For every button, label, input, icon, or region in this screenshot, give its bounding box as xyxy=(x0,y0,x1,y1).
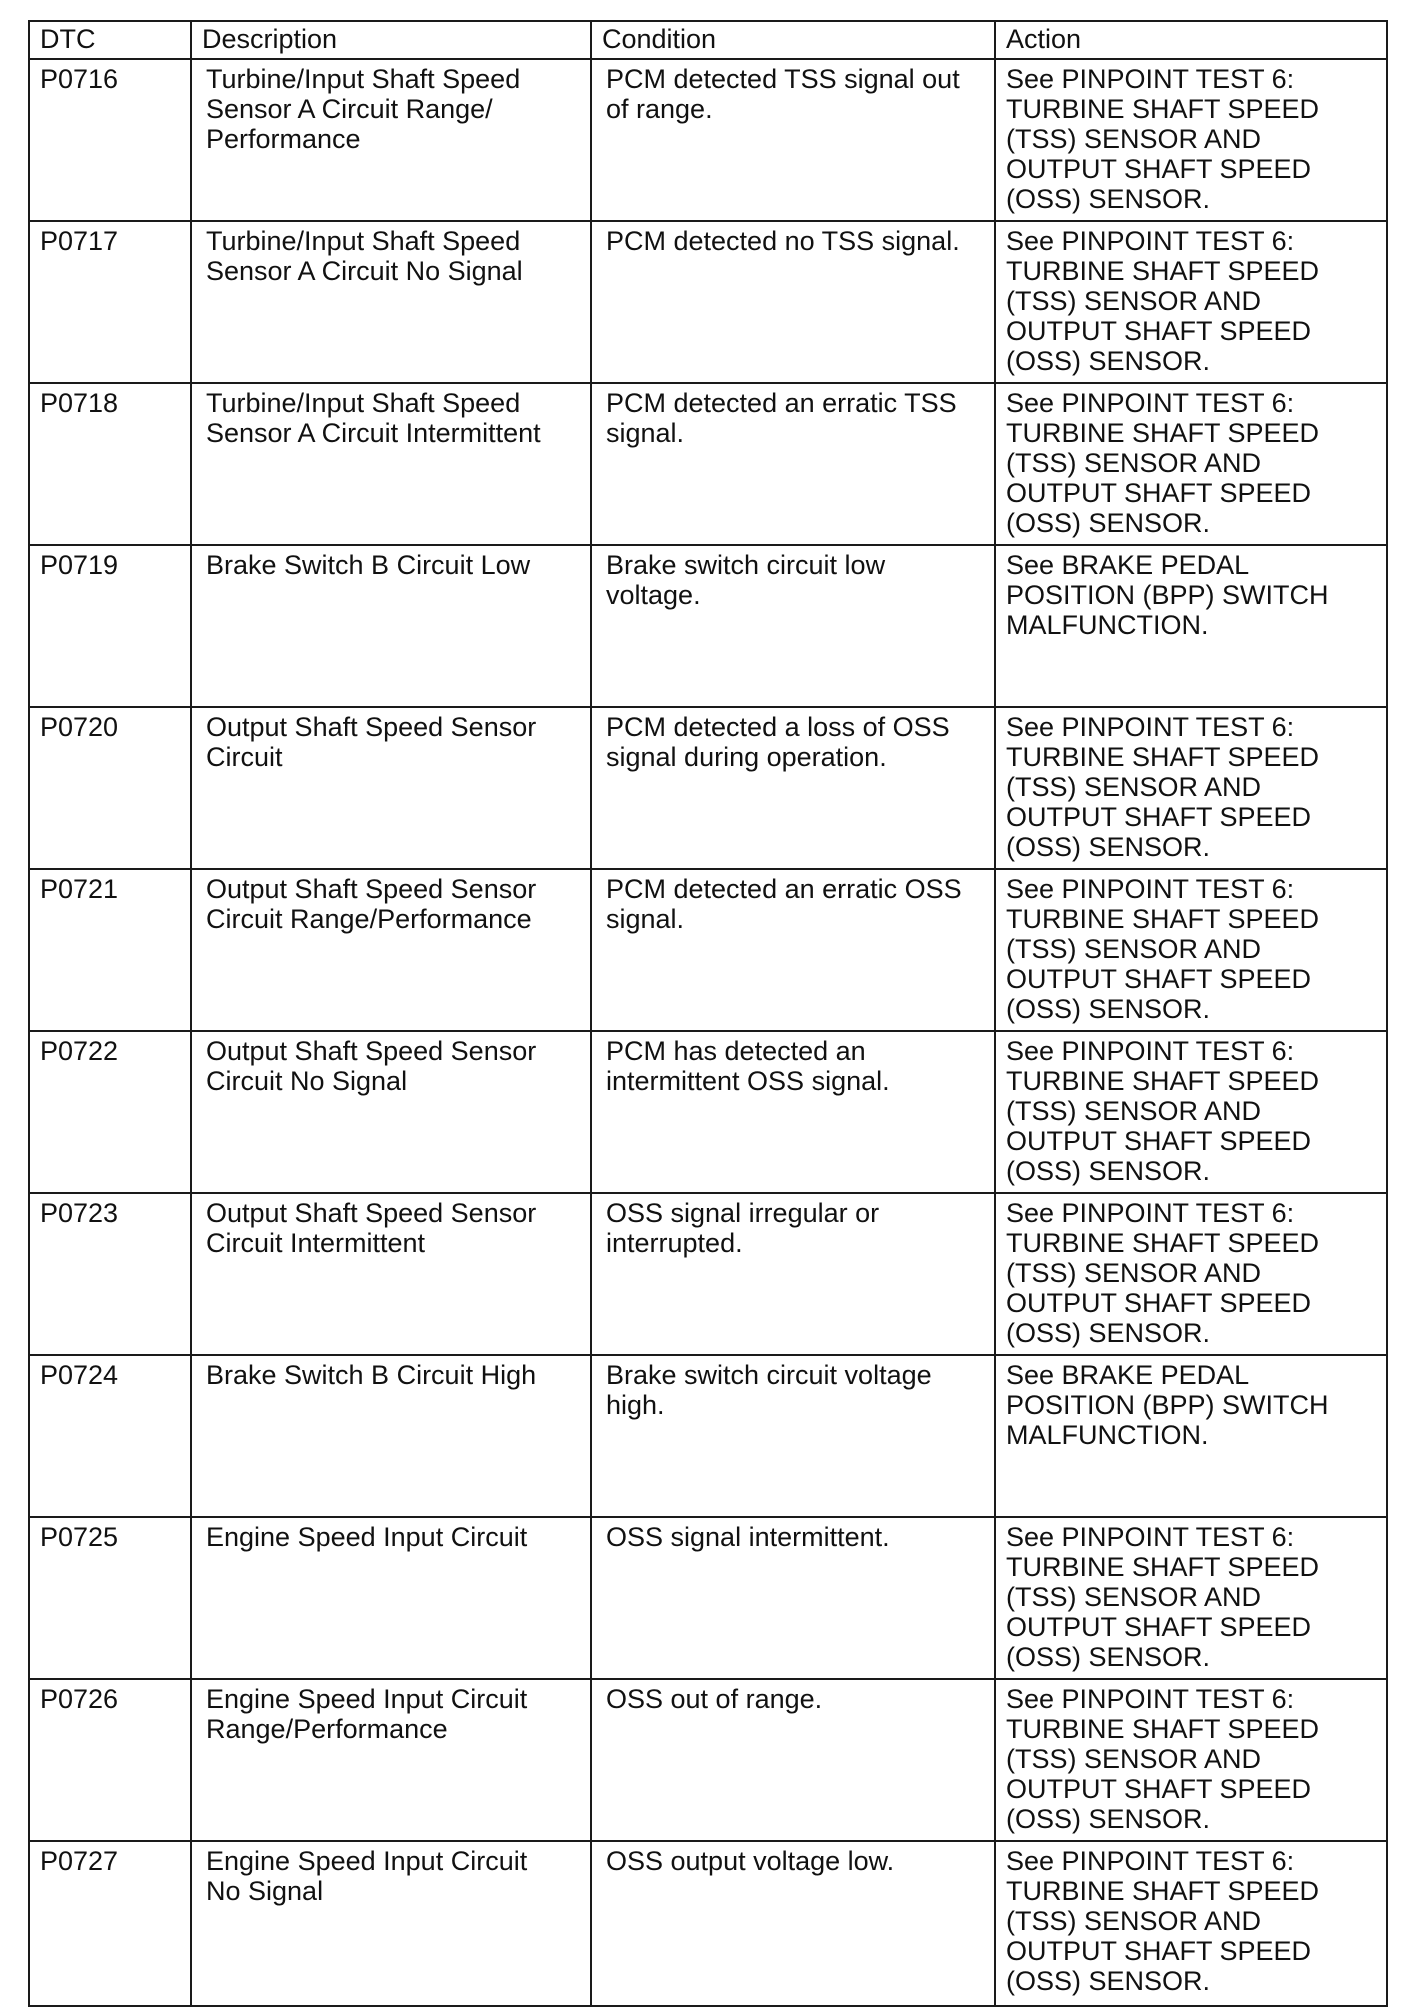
dtc-code: P0723 xyxy=(29,1193,191,1355)
dtc-action: See PINPOINT TEST 6: TURBINE SHAFT SPEED (TSS) SENSOR AND OUTPUT SHAFT SPEED (OSS) SENSOR. xyxy=(995,1031,1387,1193)
dtc-code: P0727 xyxy=(29,1841,191,2006)
table-row xyxy=(29,1031,1387,1193)
table-row xyxy=(29,1679,1387,1841)
dtc-action: See PINPOINT TEST 6: TURBINE SHAFT SPEED (TSS) SENSOR AND OUTPUT SHAFT SPEED (OSS) SENSOR. xyxy=(995,1679,1387,1841)
dtc-code: P0721 xyxy=(29,869,191,1031)
dtc-action: See BRAKE PEDAL POSITION (BPP) SWITCH MALFUNCTION. xyxy=(995,1355,1387,1517)
dtc-code: P0720 xyxy=(29,707,191,869)
header-row xyxy=(29,21,1387,59)
dtc-condition: OSS out of range. xyxy=(591,1679,995,1841)
dtc-description: Output Shaft Speed Sensor Circuit No Signal xyxy=(191,1031,591,1193)
dtc-action: See PINPOINT TEST 6: TURBINE SHAFT SPEED (TSS) SENSOR AND OUTPUT SHAFT SPEED (OSS) SENSOR. xyxy=(995,1193,1387,1355)
table-row xyxy=(29,1193,1387,1355)
dtc-code: P0717 xyxy=(29,221,191,383)
dtc-condition: Brake switch circuit low voltage. xyxy=(591,545,995,707)
dtc-code: P0718 xyxy=(29,383,191,545)
dtc-description: Turbine/Input Shaft Speed Sensor A Circuit No Signal xyxy=(191,221,591,383)
dtc-description: Output Shaft Speed Sensor Circuit Intermittent xyxy=(191,1193,591,1355)
table-row xyxy=(29,1517,1387,1679)
dtc-description: Turbine/Input Shaft Speed Sensor A Circuit Intermittent xyxy=(191,383,591,545)
dtc-description: Engine Speed Input Circuit xyxy=(191,1517,591,1679)
table-row xyxy=(29,1355,1387,1517)
dtc-condition: PCM detected an erratic OSS signal. xyxy=(591,869,995,1031)
header-dtc: DTC xyxy=(29,21,191,59)
dtc-condition: OSS signal intermittent. xyxy=(591,1517,995,1679)
table-row xyxy=(29,707,1387,869)
dtc-action: See BRAKE PEDAL POSITION (BPP) SWITCH MALFUNCTION. xyxy=(995,545,1387,707)
header-description: Description xyxy=(191,21,591,59)
dtc-code: P0726 xyxy=(29,1679,191,1841)
dtc-action: See PINPOINT TEST 6: TURBINE SHAFT SPEED (TSS) SENSOR AND OUTPUT SHAFT SPEED (OSS) SENSOR. xyxy=(995,59,1387,221)
dtc-condition: Brake switch circuit voltage high. xyxy=(591,1355,995,1517)
dtc-condition: OSS output voltage low. xyxy=(591,1841,995,2006)
table-body xyxy=(29,59,1387,2006)
dtc-condition: OSS signal irregular or interrupted. xyxy=(591,1193,995,1355)
dtc-table xyxy=(28,20,1388,2007)
table-row xyxy=(29,545,1387,707)
dtc-action: See PINPOINT TEST 6: TURBINE SHAFT SPEED (TSS) SENSOR AND OUTPUT SHAFT SPEED (OSS) SENSOR. xyxy=(995,1517,1387,1679)
dtc-description: Brake Switch B Circuit Low xyxy=(191,545,591,707)
dtc-description: Output Shaft Speed Sensor Circuit Range/Performance xyxy=(191,869,591,1031)
dtc-description: Engine Speed Input Circuit No Signal xyxy=(191,1841,591,2006)
header-condition: Condition xyxy=(591,21,995,59)
dtc-action: See PINPOINT TEST 6: TURBINE SHAFT SPEED (TSS) SENSOR AND OUTPUT SHAFT SPEED (OSS) SENSOR. xyxy=(995,1841,1387,2006)
table-row xyxy=(29,1841,1387,2006)
table-row xyxy=(29,869,1387,1031)
dtc-description: Output Shaft Speed Sensor Circuit xyxy=(191,707,591,869)
dtc-code: P0724 xyxy=(29,1355,191,1517)
document-page xyxy=(28,20,1386,2007)
dtc-code: P0716 xyxy=(29,59,191,221)
dtc-condition: PCM detected a loss of OSS signal during operation. xyxy=(591,707,995,869)
dtc-action: See PINPOINT TEST 6: TURBINE SHAFT SPEED (TSS) SENSOR AND OUTPUT SHAFT SPEED (OSS) SENSOR. xyxy=(995,707,1387,869)
dtc-code: P0719 xyxy=(29,545,191,707)
header-action: Action xyxy=(995,21,1387,59)
dtc-description: Turbine/Input Shaft Speed Sensor A Circuit Range/ Performance xyxy=(191,59,591,221)
table-row xyxy=(29,59,1387,221)
dtc-condition: PCM has detected an intermittent OSS signal. xyxy=(591,1031,995,1193)
dtc-condition: PCM detected an erratic TSS signal. xyxy=(591,383,995,545)
dtc-code: P0722 xyxy=(29,1031,191,1193)
dtc-action: See PINPOINT TEST 6: TURBINE SHAFT SPEED (TSS) SENSOR AND OUTPUT SHAFT SPEED (OSS) SENSOR. xyxy=(995,221,1387,383)
dtc-description: Brake Switch B Circuit High xyxy=(191,1355,591,1517)
dtc-condition: PCM detected no TSS signal. xyxy=(591,221,995,383)
table-row xyxy=(29,221,1387,383)
dtc-description: Engine Speed Input Circuit Range/Performance xyxy=(191,1679,591,1841)
dtc-action: See PINPOINT TEST 6: TURBINE SHAFT SPEED (TSS) SENSOR AND OUTPUT SHAFT SPEED (OSS) SENSOR. xyxy=(995,869,1387,1031)
dtc-code: P0725 xyxy=(29,1517,191,1679)
dtc-action: See PINPOINT TEST 6: TURBINE SHAFT SPEED (TSS) SENSOR AND OUTPUT SHAFT SPEED (OSS) SENSOR. xyxy=(995,383,1387,545)
table-header xyxy=(29,21,1387,59)
dtc-condition: PCM detected TSS signal out of range. xyxy=(591,59,995,221)
table-row xyxy=(29,383,1387,545)
